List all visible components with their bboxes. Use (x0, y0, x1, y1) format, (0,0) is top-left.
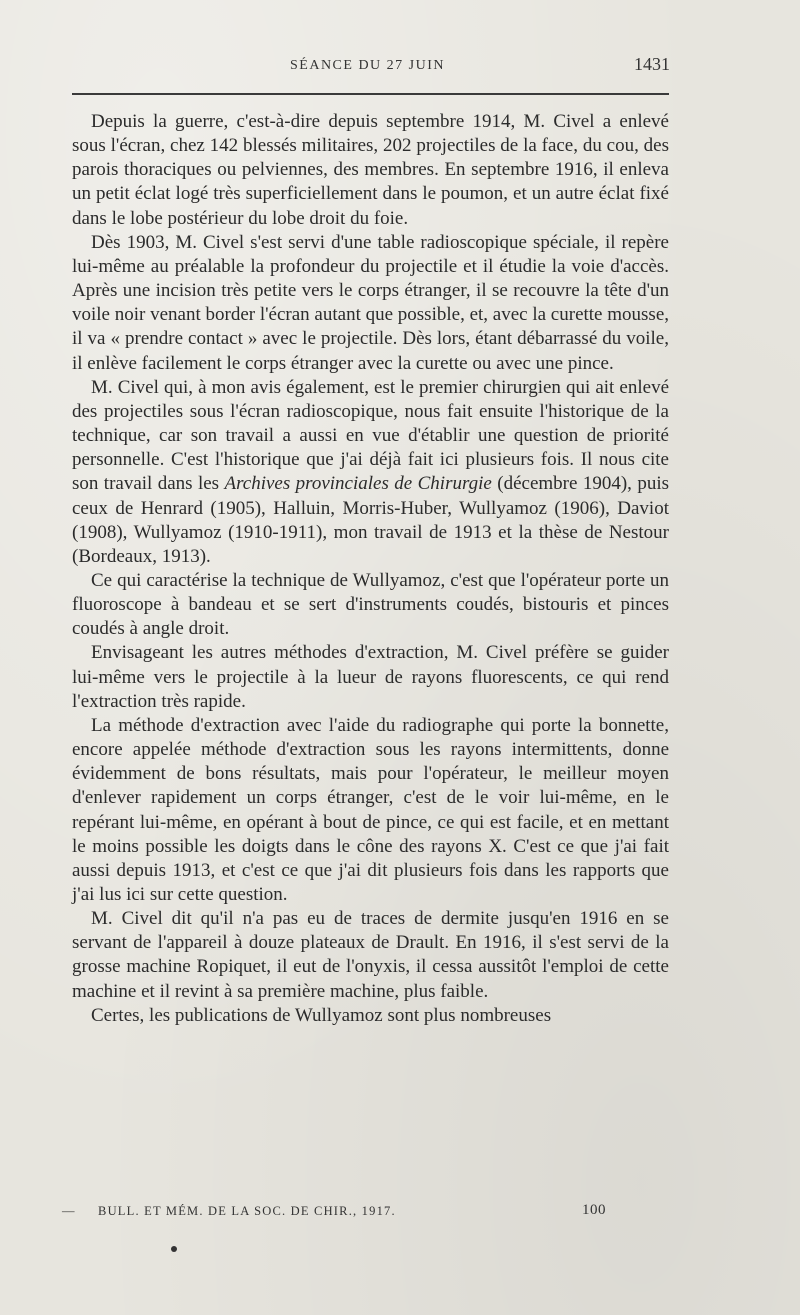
paragraph: Depuis la guerre, c'est-à-dire depuis septembre 1914, M. Civel a enlevé sous l'écran, chez 142 blessés militaires, 202 projectiles de la face, du cou, des parois thoraciques ou pelviennes, des membres. En septembre 1916, il enleva un petit éclat logé très superficiellement dans le poumon, et un autre éclat fixé dans le lobe postérieur du lobe droit du foie. (72, 111, 669, 229)
page-number: 1431 (634, 54, 670, 74)
footer-dash: — (62, 1204, 76, 1218)
page-header (72, 52, 670, 76)
paragraph-text: M. Civel qui, à mon avis également, est le premier chirurgien qui ait enlevé des projectiles sous l'écran radioscopique, nous fait ensuite l'historique de la technique, car son travail a aussi en vue d'établir une question de priorité personnelle. C'est l'historique que j'ai déjà fait ici plusieurs fois. Il nous cite son travail dans les (72, 376, 669, 495)
ink-dot (171, 1246, 177, 1252)
running-head: SÉANCE DU 27 JUIN (290, 58, 445, 73)
header-rule (72, 93, 669, 95)
paragraph: Certes, les publications de Wullyamoz sont plus nombreuses (91, 1004, 552, 1026)
body-text (72, 110, 669, 1028)
paragraph: Ce qui caractérise la technique de Wullyamoz, c'est que l'opérateur porte un fluoroscope à bandeau et se sert d'instruments coudés, bistouris et pinces coudés à angle droit. (72, 569, 669, 640)
footer-citation: BULL. ET MÉM. DE LA SOC. DE CHIR., 1917. (98, 1204, 396, 1218)
signature-mark: 100 (582, 1202, 606, 1218)
paragraph: M. Civel dit qu'il n'a pas eu de traces de dermite jusqu'en 1916 en se servant de l'appareil à douze plateaux de Drault. En 1916, il s'est servi de la grosse machine Ropiquet, il eut de l'onyxis, il cessa aussitôt l'emploi de cette machine et il revint à sa première machine, plus faible. (72, 908, 669, 1002)
journal-title: Archives provinciales de Chirurgie (224, 473, 492, 495)
paragraph: Envisageant les autres méthodes d'extraction, M. Civel préfère se guider lui-même vers le projectile à la lueur de rayons fluorescents, ce qui rend l'extraction très rapide. (72, 642, 669, 712)
paragraph-text: (décembre 1904), puis ceux de Henrard (1905), Halluin, Morris-Huber, Wullyamoz (1906), Daviot (1908), Wullyamoz (1910-1911), mon travail de 1913 et la thèse de Nestour (Bordeaux, 1913). (72, 473, 670, 567)
paragraph: Dès 1903, M. Civel s'est servi d'une table radioscopique spéciale, il repère lui-même au préalable la profondeur du projectile et il étudie la voie d'accès. Après une incision très petite vers le corps étranger, il se recouvre la tête d'un voile noir venant border l'écran autant que possible, et, avec la curette mousse, il va « prendre contact » avec le projectile. Dès lors, étant débarrassé du voile, il enlève facilement le corps étranger avec la curette ou avec une pince. (72, 231, 669, 374)
paragraph: La méthode d'extraction avec l'aide du radiographe qui porte la bonnette, encore appelée méthode d'extraction sous les rayons intermittents, donne évidemment de bons résultats, mais pour l'opérateur, le meilleur moyen d'enlever rapidement un corps étranger, c'est de le voir lui-même, en le repérant lui-même, en opérant à bout de pince, ce qui est facile, et en mettant le moins possible les doigts dans le cône des rayons X. C'est ce que j'ai fait aussi depuis 1913, et c'est ce que j'ai dit plusieurs fois dans les rapports que j'ai lus ici sur cette question. (72, 714, 669, 905)
page-footer (62, 1204, 622, 1219)
paragraph (72, 376, 669, 569)
